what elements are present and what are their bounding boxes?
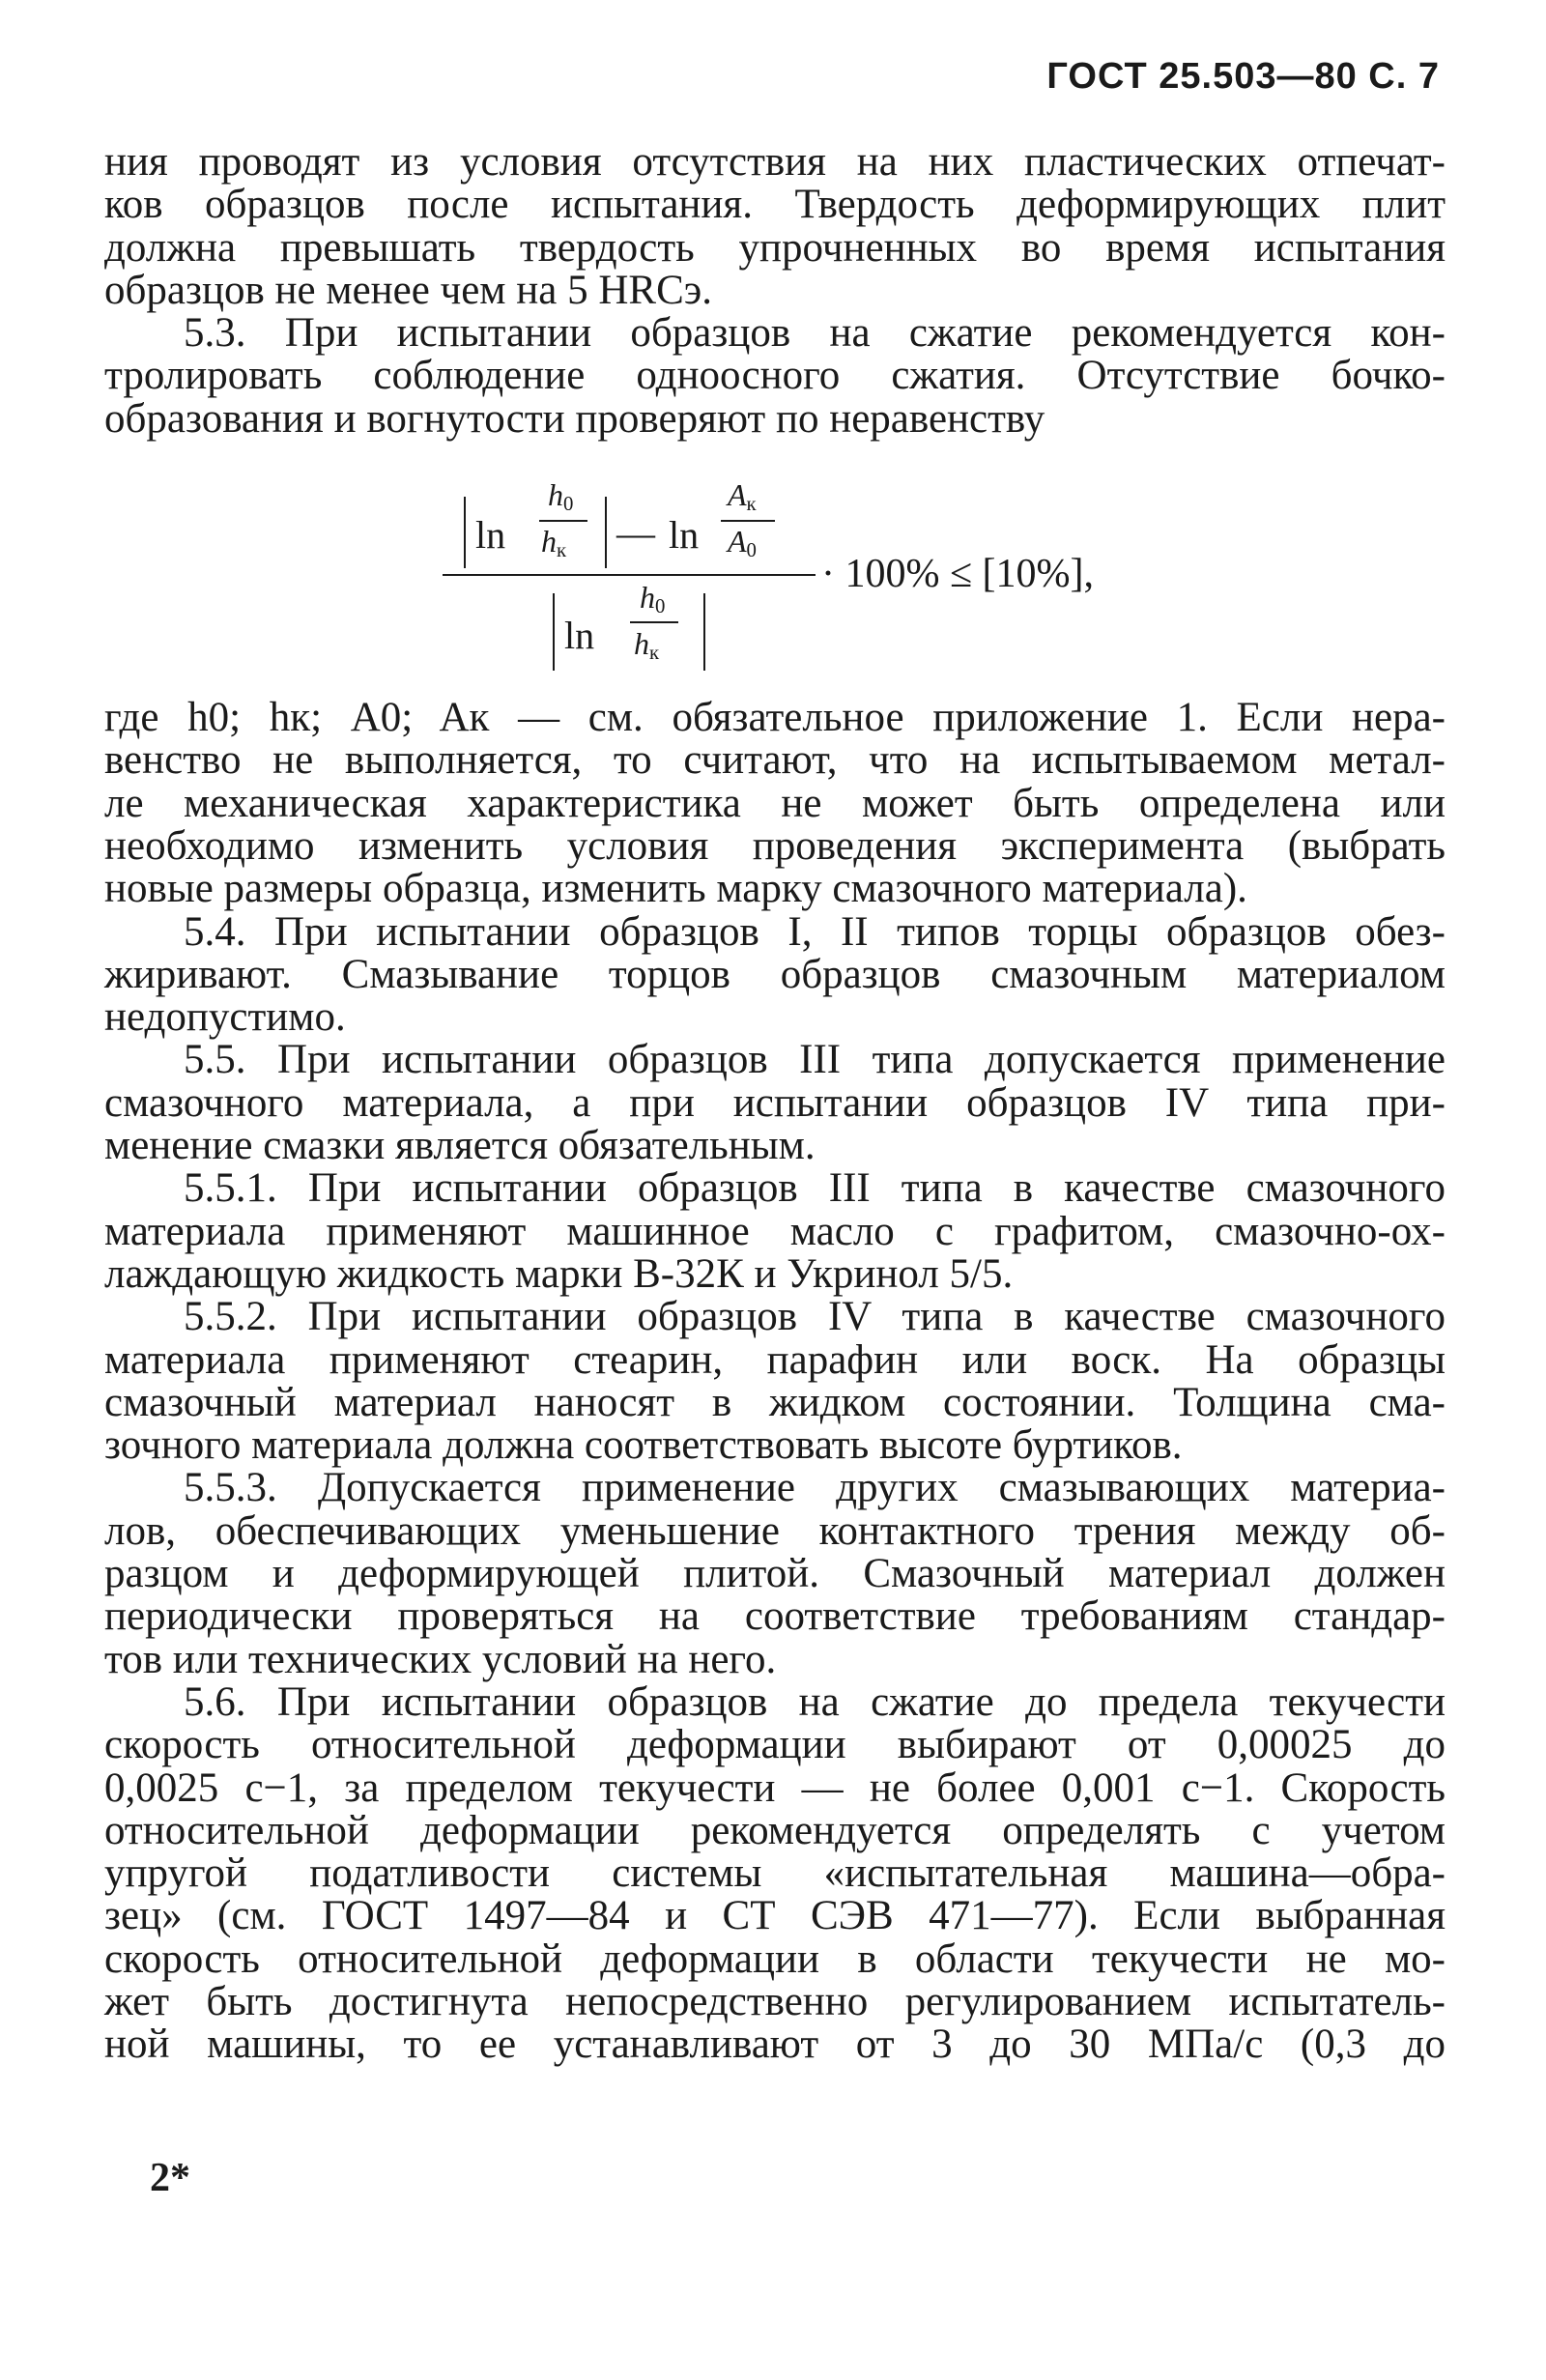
text-line: скорость относительной деформации в области текучести не мо-: [104, 1936, 1446, 1982]
paragraph-5-3: [104, 312, 1446, 441]
text-line: материала применяют машинное масло с графитом, смазочно-ох-: [104, 1208, 1446, 1254]
abs-bar-left: [464, 497, 466, 568]
text-line: ле механическая характеристика не может быть определена или: [104, 780, 1446, 826]
h0-symbol: $h_0$: [548, 477, 574, 516]
text-line: лов, обеспечивающих уменьшение контактного трения между об-: [104, 1507, 1446, 1554]
paragraph-intro: [104, 141, 1446, 312]
text-line: новые размеры образца, изменить марку смазочного материала).: [104, 866, 1247, 912]
text-line: 5.4. При испытании образцов I, II типов торцы образцов обез-: [184, 908, 1446, 955]
paragraph-5-6: [104, 1678, 1446, 2068]
text-line: смазочного материала, а при испытании образцов IV типа при-: [104, 1079, 1446, 1126]
ak-symbol: $A_к$: [728, 477, 757, 516]
text-line: жиривают. Смазывание торцов образцов смазочным материалом: [104, 951, 1446, 997]
hk-symbol: $h_к$: [634, 626, 660, 665]
text-line: ния проводят из условия отсутствия на них пластических отпечат-: [104, 139, 1446, 185]
text-line: должна превышать твердость упрочненных во время испытания: [104, 224, 1446, 271]
text-line: тролировать соблюдение одноосного сжатия. Отсутствие бочко-: [104, 353, 1446, 399]
text-line: образования и вогнутости проверяют по неравенству: [104, 395, 1045, 442]
paragraph-where: [104, 697, 1446, 910]
text-line: лаждающую жидкость марки В-32К и Укринол 5/5.: [104, 1250, 1014, 1297]
text-line: венство не выполняется, то считают, что на испытываемом метал-: [104, 737, 1446, 784]
text-line: тов или технических условий на него.: [104, 1636, 777, 1682]
text-line: недопустимо.: [104, 994, 346, 1041]
abs-bar-right: [703, 593, 705, 671]
text-line: разцом и деформирующей плитой. Смазочный материал должен: [104, 1551, 1446, 1597]
text-line: 5.5.3. Допускается применение других смазывающих материа-: [184, 1465, 1446, 1511]
main-text: [104, 141, 1446, 2067]
main-fraction-bar: [443, 574, 816, 576]
text-line: 5.6. При испытании образцов на сжатие до предела текучести: [184, 1678, 1446, 1725]
text-line: 5.5. При испытании образцов III типа допускается применение: [184, 1037, 1446, 1083]
minus-sign: —: [616, 511, 655, 555]
h0-symbol: $h_0$: [640, 580, 666, 618]
text-line: 5.5.2. При испытании образцов IV типа в качестве смазочного: [184, 1294, 1446, 1340]
a0-symbol: $A_0$: [728, 524, 757, 562]
text-line: периодически проверяться на соответствие требованиям стандар-: [104, 1593, 1446, 1640]
paragraph-5-5-2: [104, 1296, 1446, 1467]
inequality-formula: [425, 477, 1121, 696]
formula-rhs: · 100% ≤ [10%],: [821, 552, 1094, 596]
text-line: образцов не менее чем на 5 HRCэ.: [104, 267, 712, 313]
fraction-line: [721, 520, 775, 522]
text-line: где h0; hк; A0; Aк — см. обязательное приложение 1. Если нера-: [104, 695, 1446, 741]
text-line: жет быть достигнута непосредственно регулированием испытатель-: [104, 1978, 1446, 2024]
ln-text: ln: [669, 513, 700, 557]
text-line: смазочный материал наносят в жидком состоянии. Толщина сма-: [104, 1379, 1446, 1425]
fraction-line: [630, 621, 678, 623]
running-head: ГОСТ 25.503—80 С. 7: [1046, 56, 1440, 97]
fraction-line: [539, 520, 587, 522]
text-line: необходимо изменить условия проведения эксперимента (выбрать: [104, 822, 1446, 869]
text-line: относительной деформации рекомендуется определять с учетом: [104, 1807, 1446, 1853]
text-line: 5.5.1. При испытании образцов III типа в качестве смазочного: [184, 1165, 1446, 1212]
text-line: материала применяют стеарин, парафин или воск. На образцы: [104, 1336, 1446, 1383]
ln-text: ln: [475, 513, 506, 557]
text-line: ков образцов после испытания. Твердость деформирующих плит: [104, 182, 1446, 228]
paragraph-5-5-3: [104, 1467, 1446, 1680]
text-line: 0,0025 с−1, за пределом текучести — не более 0,001 с−1. Скорость: [104, 1764, 1446, 1811]
text-line: скорость относительной деформации выбирают от 0,00025 до: [104, 1722, 1446, 1768]
signature-mark: 2*: [150, 2156, 190, 2200]
hk-symbol: $h_к$: [541, 524, 567, 562]
paragraph-5-4: [104, 908, 1446, 1041]
text-line: зец» (см. ГОСТ 1497—84 и СТ СЭВ 471—77). Если выбранная: [104, 1893, 1446, 1939]
text-line: 5.3. При испытании образцов на сжатие рекомендуется кон-: [184, 310, 1446, 357]
abs-bar-right: [605, 497, 607, 568]
paragraph-5-5: [104, 1039, 1446, 1167]
text-line: зочного материала должна соответствовать высоте буртиков.: [104, 1422, 1183, 1469]
text-line: упругой податливости системы «испытательная машина—обра-: [104, 1850, 1446, 1897]
abs-bar-left: [553, 593, 555, 671]
text-line: менение смазки является обязательным.: [104, 1123, 816, 1169]
text-line: ной машины, то ее устанавливают от 3 до 30 МПа/с (0,3 до: [104, 2022, 1446, 2068]
paragraph-5-5-1: [104, 1167, 1446, 1296]
ln-text: ln: [564, 614, 595, 657]
